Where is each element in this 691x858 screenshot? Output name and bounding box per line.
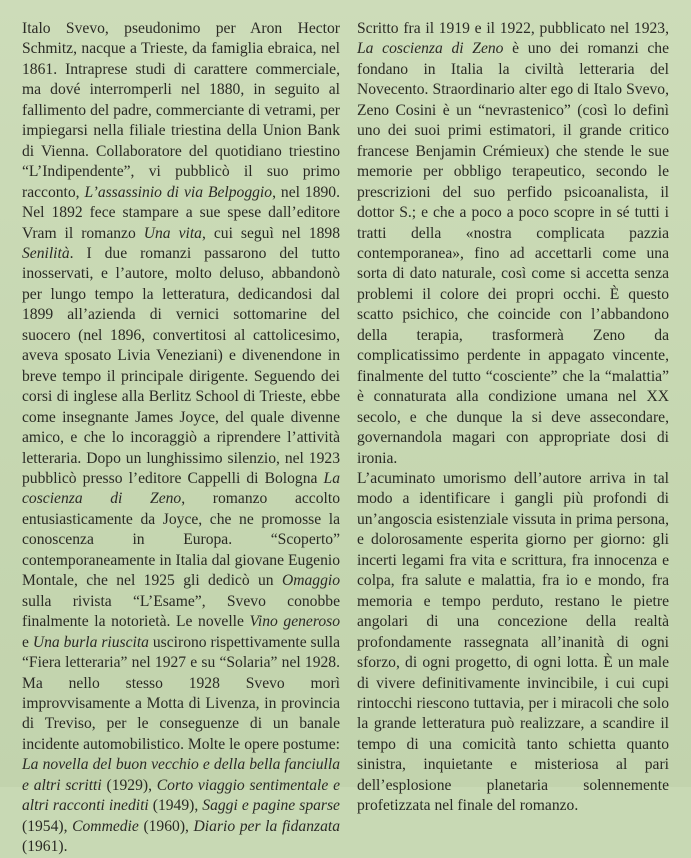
italic-title-text: Saggi e pagine sparse — [202, 797, 340, 815]
synopsis-paragraph-1 — [357, 19, 669, 469]
italic-title-text: Una vita — [143, 224, 202, 242]
italic-title-text: La novella del buon vecchio e della bella fanciulla e altri scritti — [22, 756, 340, 794]
text-run: . I due romanzi passarono del tutto inosservati, e l’autore, molto deluso, abbandonò per lungo tempo la letteratura, dedicandosi dal 1899 all’azienda di vernici sottomarine del suocero (nel 1896, convertitosi al cattolicesimo, aveva sposato Livia Veneziani) e divenendone in breve tempo il principale dirigente. Seguendo dei corsi di inglese alla Berlitz School di Trieste, ebbe come insegnante James Joyce, del quale divenne amico, e che lo incoraggiò a riprendere l’attività letteraria. Dopo un lunghissimo silenzio, nel 1923 pubblicò presso l’editore Cappelli di Bologna — [22, 244, 340, 487]
italic-title-text: Diario per la fidanzata — [193, 817, 340, 835]
italic-title-text: La coscienza di Zeno — [22, 469, 340, 508]
text-run: (1954), — [22, 817, 73, 835]
text-run: Italo Svevo, pseudonimo per Aron Hector Schmitz, nacque a Trieste, da famiglia ebraica, nel 1861. Intraprese studi di carattere commerciale, ma dové interromperli nel 1880, in seguito al fallimento del padre, commerciante di vetrami, per impiegarsi nella filiale triestina della Union Bank di Vienna. Collaboratore del quotidiano triestino “L’Indipendente”, vi pubblicò il suo primo racconto, — [22, 20, 340, 201]
text-run: e — [22, 633, 33, 651]
synopsis-paragraph-2 — [357, 469, 669, 817]
text-run: (1960), — [138, 817, 194, 835]
right-column-synopsis — [357, 19, 669, 817]
italic-title-text: Omaggio — [281, 572, 340, 590]
text-run: (1929), — [101, 776, 157, 794]
text-run: Scritto fra il 1919 e il 1922, pubblicato nel 1923, — [357, 20, 669, 37]
italic-title-text: Commedie — [72, 817, 139, 835]
text-run: (1949), — [148, 797, 203, 815]
italic-title-text: L’assassinio di via Belpoggio — [84, 183, 273, 201]
left-column-biography — [22, 19, 340, 858]
text-run: , cui seguì nel 1898 — [201, 224, 341, 242]
text-run: (1961). — [22, 838, 68, 856]
text-run: uscirono rispettivamente sulla “Fiera letteraria” nel 1927 e su “Solaria” nel 1928. Ma nello stesso 1928 Svevo morì improvvisamente a Motta di Livenza, in provincia di Treviso, per le conseguenze di un banale incidente automobilistico. Molte le opere postume: — [22, 633, 340, 753]
text-run: , romanzo accolto entusiasticamente da Joyce, che ne promosse la conoscenza in Europa. “Scoperto” contemporaneamente in Italia dal giovane Eugenio Montale, che nel 1925 gli dedicò un — [22, 490, 340, 590]
italic-title-text: Una burla riuscita — [32, 633, 149, 651]
text-run: sulla rivista “L’Esame”, Svevo conobbe finalmente la notorietà. Le novelle — [22, 592, 340, 631]
text-run: L’acuminato umorismo dell’autore arriva in tal modo a identificare i gangli più profondi di un’angoscia esistenziale vissuta in prima persona, e dolorosamente esperita giorno per giorno: gli incerti legami fra vita e scrittura, fra innocenza e colpa, fra salute e malattia, fra io e mondo, fra memoria e tempo perduto, restano le pietre angolari di una concezione della realtà profondamente rassegnata all’inanità di ogni sforzo, di ogni progetto, di ogni lotta. È un male di vivere definitivamente invincibile, i cui cupi rintocchi riescono tuttavia, per i miracoli che solo la grande letteratura può realizzare, a scandire il tempo di una comicità tanto schietta quanto sinistra, inquietante e misteriosa al pari dell’esplosione planetaria solennemente profetizzata nel finale del romanzo. — [357, 469, 669, 815]
italic-title-text: Senilità — [22, 244, 70, 262]
italic-title-text: Corto viaggio sentimentale e altri racconti inediti — [22, 776, 340, 815]
text-run: , nel 1890. Nel 1892 fece stampare a sue spese dall’editore Vram il romanzo — [22, 183, 340, 242]
text-run: è uno dei romanzi che fondano in Italia la civiltà letteraria del Novecento. Straordinario alter ego di Italo Svevo, Zeno Cosini è un “nevrastenico” (così lo definì uno dei suoi primi estimatori, il grande critico francese Benjamin Crémieux) che stende le sue memorie per obbligo terapeutico, secondo le prescrizioni del suo perfido psicoanalista, il dottor S.; e che a poco a poco scopre in sé tutti i tratti della «nostra complicata pazzia contemporanea», fino ad accettarli come una sorta di dato naturale, così come si accetta senza problemi il colore dei propri occhi. È questo scatto psichico, che coincide con l’abbandono della terapia, trasformerà Zeno da complicatissimo perdente in appagato vincente, finalmente del tutto “cosciente” che la “malattia” è connaturata alla condizione umana nel XX secolo, e che dunque la si deve assecondare, governandola magari con appropriate dosi di ironia. — [357, 40, 669, 467]
italic-title-text: Vino generoso — [249, 613, 340, 631]
biography-paragraph — [22, 19, 340, 858]
italic-title-text: La coscienza di Zeno — [357, 40, 504, 58]
